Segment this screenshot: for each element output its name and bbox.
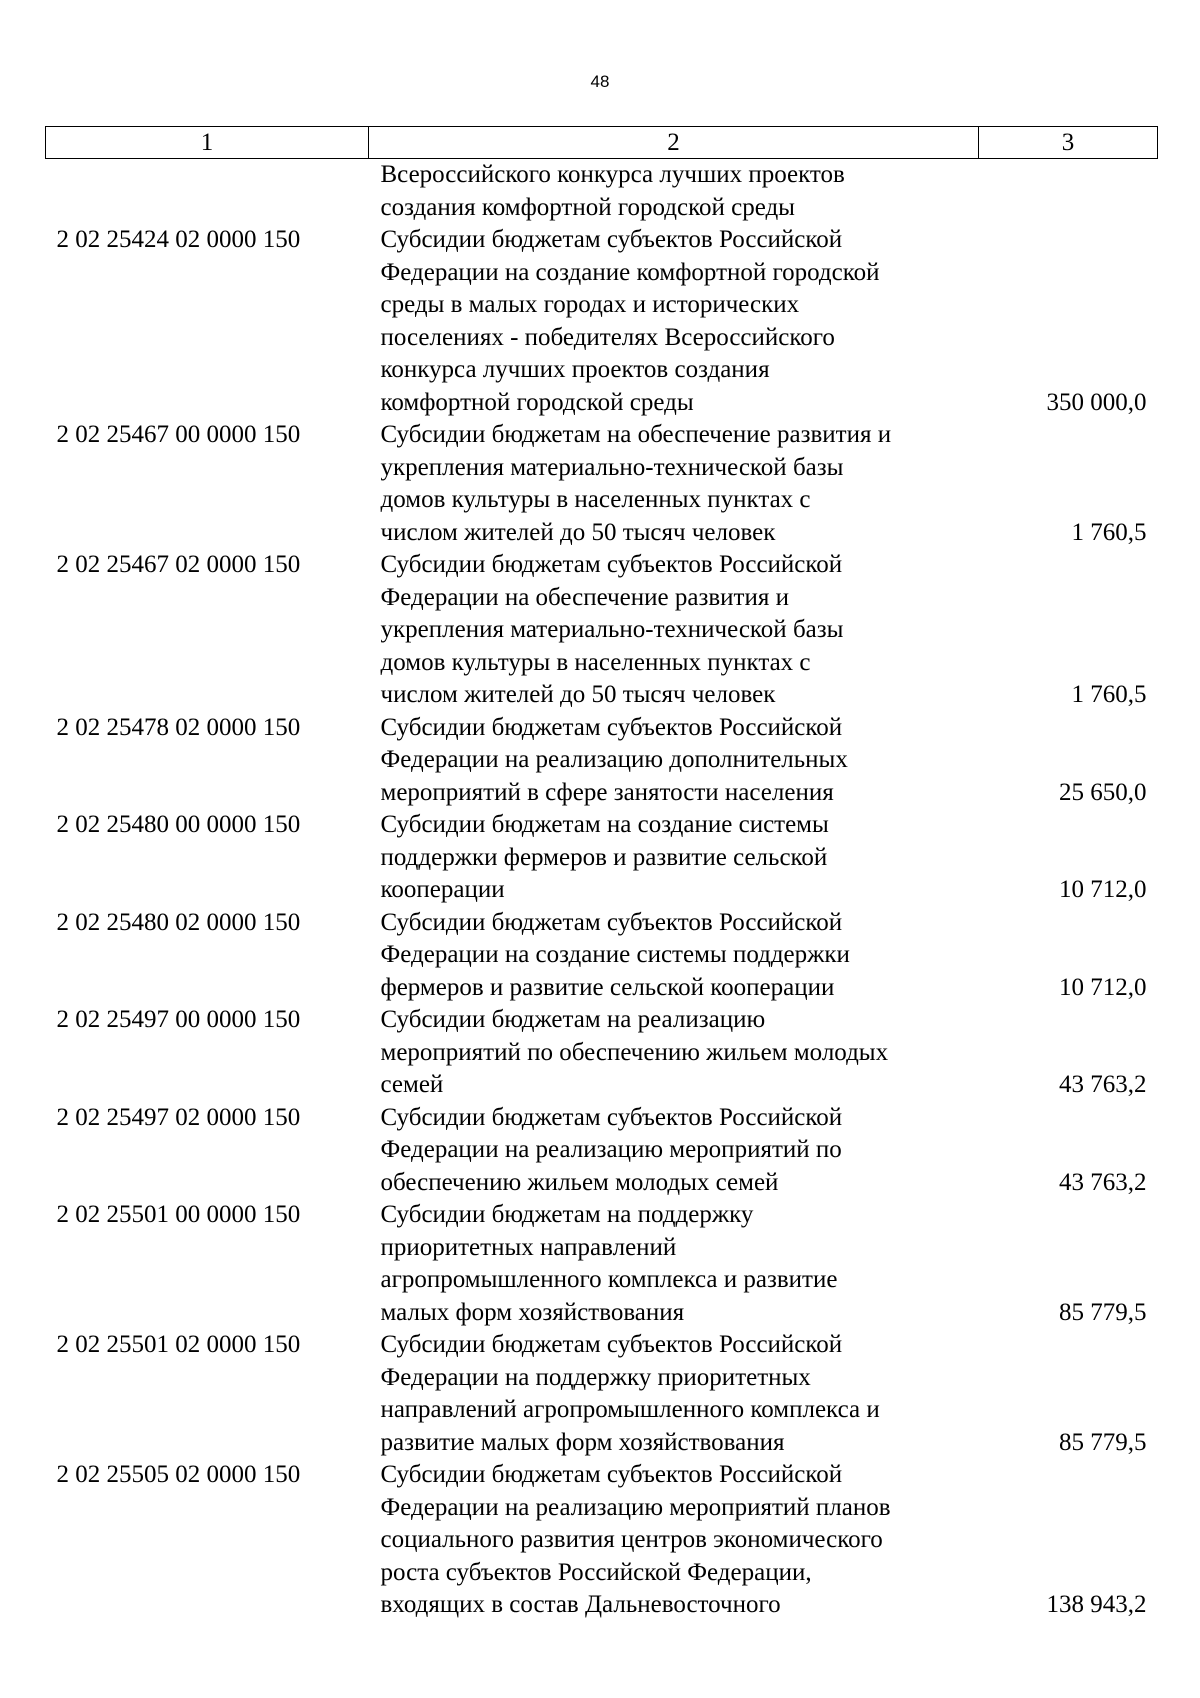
- row-description: [369, 809, 979, 907]
- row-code: 2 02 25467 00 0000 150: [56, 421, 301, 448]
- row-amount: 1 760,5: [1071, 518, 1147, 546]
- description-line: конкурса лучших проектов создания: [380, 356, 770, 383]
- row-amount: [979, 159, 1158, 225]
- description-line: числом жителей до 50 тысяч человек: [380, 681, 776, 708]
- row-amount: 85 779,5: [1059, 1298, 1147, 1326]
- table-row: [46, 1102, 1158, 1200]
- table-header: [46, 127, 1158, 159]
- description-line: агропромышленного комплекса и развитие: [380, 1266, 838, 1293]
- table-row: [46, 1459, 1158, 1622]
- description-line: Федерации на обеспечение развития и: [380, 583, 789, 611]
- table-body: [46, 159, 1158, 1622]
- description-line: входящих в состав Дальневосточного: [380, 1591, 781, 1618]
- row-description: [369, 1199, 979, 1329]
- row-description: [369, 1459, 979, 1622]
- description-line: Субсидии бюджетам на создание системы: [380, 811, 829, 838]
- row-description: [369, 712, 979, 810]
- description-line: среды в малых городах и исторических: [380, 291, 800, 318]
- description-line: роста субъектов Российской Федерации,: [380, 1558, 812, 1586]
- description-line: Субсидии бюджетам на поддержку: [380, 1201, 754, 1228]
- row-code: 2 02 25480 00 0000 150: [56, 811, 301, 838]
- description-line: домов культуры в населенных пунктах с: [380, 648, 811, 676]
- table-row: [46, 712, 1158, 810]
- description-line: Федерации на создание комфортной городской: [380, 258, 880, 286]
- table-row: [46, 1004, 1158, 1102]
- table-row: [46, 1199, 1158, 1329]
- row-amount: 85 779,5: [1059, 1428, 1147, 1456]
- row-code: 2 02 25505 02 0000 150: [56, 1461, 301, 1488]
- description-line: Субсидии бюджетам субъектов Российской: [380, 551, 843, 578]
- description-line: направлений агропромышленного комплекса и: [380, 1396, 880, 1423]
- table-row: [46, 159, 1158, 225]
- description-line: создания комфортной городской среды: [380, 193, 795, 221]
- header-row: [46, 127, 1158, 159]
- row-description: [369, 1102, 979, 1200]
- row-amount: 10 712,0: [1059, 876, 1147, 903]
- row-description: [369, 549, 979, 712]
- description-line: поселениях - победителях Всероссийского: [380, 323, 835, 351]
- description-line: Субсидии бюджетам субъектов Российской: [380, 226, 843, 253]
- table-row: [46, 809, 1158, 907]
- row-amount: 43 763,2: [1059, 1071, 1147, 1098]
- row-amount: 350 000,0: [1046, 388, 1147, 416]
- row-amount: 25 650,0: [1059, 778, 1147, 806]
- description-line: Федерации на создание системы поддержки: [380, 941, 850, 968]
- row-code: 2 02 25497 00 0000 150: [56, 1006, 301, 1033]
- table-row: [46, 419, 1158, 549]
- row-code: 2 02 25478 02 0000 150: [56, 713, 301, 741]
- description-line: Субсидии бюджетам субъектов Российской: [380, 1103, 843, 1131]
- row-description: [369, 224, 979, 419]
- header-col-3: 3: [979, 127, 1158, 159]
- description-line: укрепления материально-технической базы: [380, 453, 844, 481]
- description-line: приоритетных направлений: [380, 1233, 677, 1261]
- description-line: Федерации на поддержку приоритетных: [380, 1363, 811, 1391]
- row-amount: 138 943,2: [1046, 1591, 1147, 1618]
- row-amount: 1 760,5: [1071, 681, 1147, 708]
- row-code: 2 02 25497 02 0000 150: [56, 1103, 301, 1131]
- page-number: 48: [590, 72, 610, 91]
- row-code: 2 02 25424 02 0000 150: [56, 226, 301, 253]
- table-row: [46, 224, 1158, 419]
- description-line: числом жителей до 50 тысяч человек: [380, 518, 776, 546]
- description-line: мероприятий по обеспечению жильем молодых: [380, 1038, 889, 1066]
- row-code: 2 02 25467 02 0000 150: [56, 551, 301, 578]
- description-line: малых форм хозяйствования: [380, 1298, 685, 1326]
- description-line: Субсидии бюджетам на обеспечение развития и: [380, 421, 892, 448]
- row-description: [369, 907, 979, 1005]
- description-line: социального развития центров экономического: [380, 1526, 883, 1553]
- row-description: [369, 419, 979, 549]
- description-line: кооперации: [380, 876, 505, 903]
- table-row: [46, 1329, 1158, 1459]
- description-line: обеспечению жильем молодых семей: [380, 1168, 779, 1196]
- row-code: 2 02 25480 02 0000 150: [56, 908, 301, 936]
- description-line: Всероссийского конкурса лучших проектов: [380, 161, 845, 188]
- description-line: Федерации на реализацию дополнительных: [380, 746, 848, 773]
- row-code: 2 02 25501 02 0000 150: [56, 1331, 301, 1358]
- row-code: [46, 159, 369, 225]
- budget-table: [45, 126, 1158, 1622]
- description-line: фермеров и развитие сельской кооперации: [380, 973, 835, 1001]
- table-row: [46, 549, 1158, 712]
- description-line: укрепления материально-технической базы: [380, 616, 844, 643]
- description-line: мероприятий в сфере занятости населения: [380, 778, 834, 806]
- header-col-2: 2: [369, 127, 979, 159]
- description-line: поддержки фермеров и развитие сельской: [380, 843, 828, 871]
- row-description: [369, 1004, 979, 1102]
- description-line: развитие малых форм хозяйствования: [380, 1428, 785, 1456]
- description-line: Федерации на реализацию мероприятий планов: [380, 1493, 891, 1521]
- row-amount: 10 712,0: [1059, 973, 1147, 1001]
- description-line: Федерации на реализацию мероприятий по: [380, 1136, 842, 1163]
- description-line: Субсидии бюджетам субъектов Российской: [380, 1461, 843, 1488]
- header-col-1: 1: [46, 127, 369, 159]
- description-line: Субсидии бюджетам на реализацию: [380, 1006, 766, 1033]
- description-line: Субсидии бюджетам субъектов Российской: [380, 908, 843, 936]
- description-line: семей: [380, 1071, 444, 1098]
- table-row: [46, 907, 1158, 1005]
- row-description: [369, 1329, 979, 1459]
- row-amount: 43 763,2: [1059, 1168, 1147, 1196]
- row-description: [369, 159, 979, 225]
- description-line: комфортной городской среды: [380, 388, 694, 416]
- row-code: 2 02 25501 00 0000 150: [56, 1201, 301, 1228]
- description-line: Субсидии бюджетам субъектов Российской: [380, 713, 843, 741]
- description-line: Субсидии бюджетам субъектов Российской: [380, 1331, 843, 1358]
- description-line: домов культуры в населенных пунктах с: [380, 486, 811, 513]
